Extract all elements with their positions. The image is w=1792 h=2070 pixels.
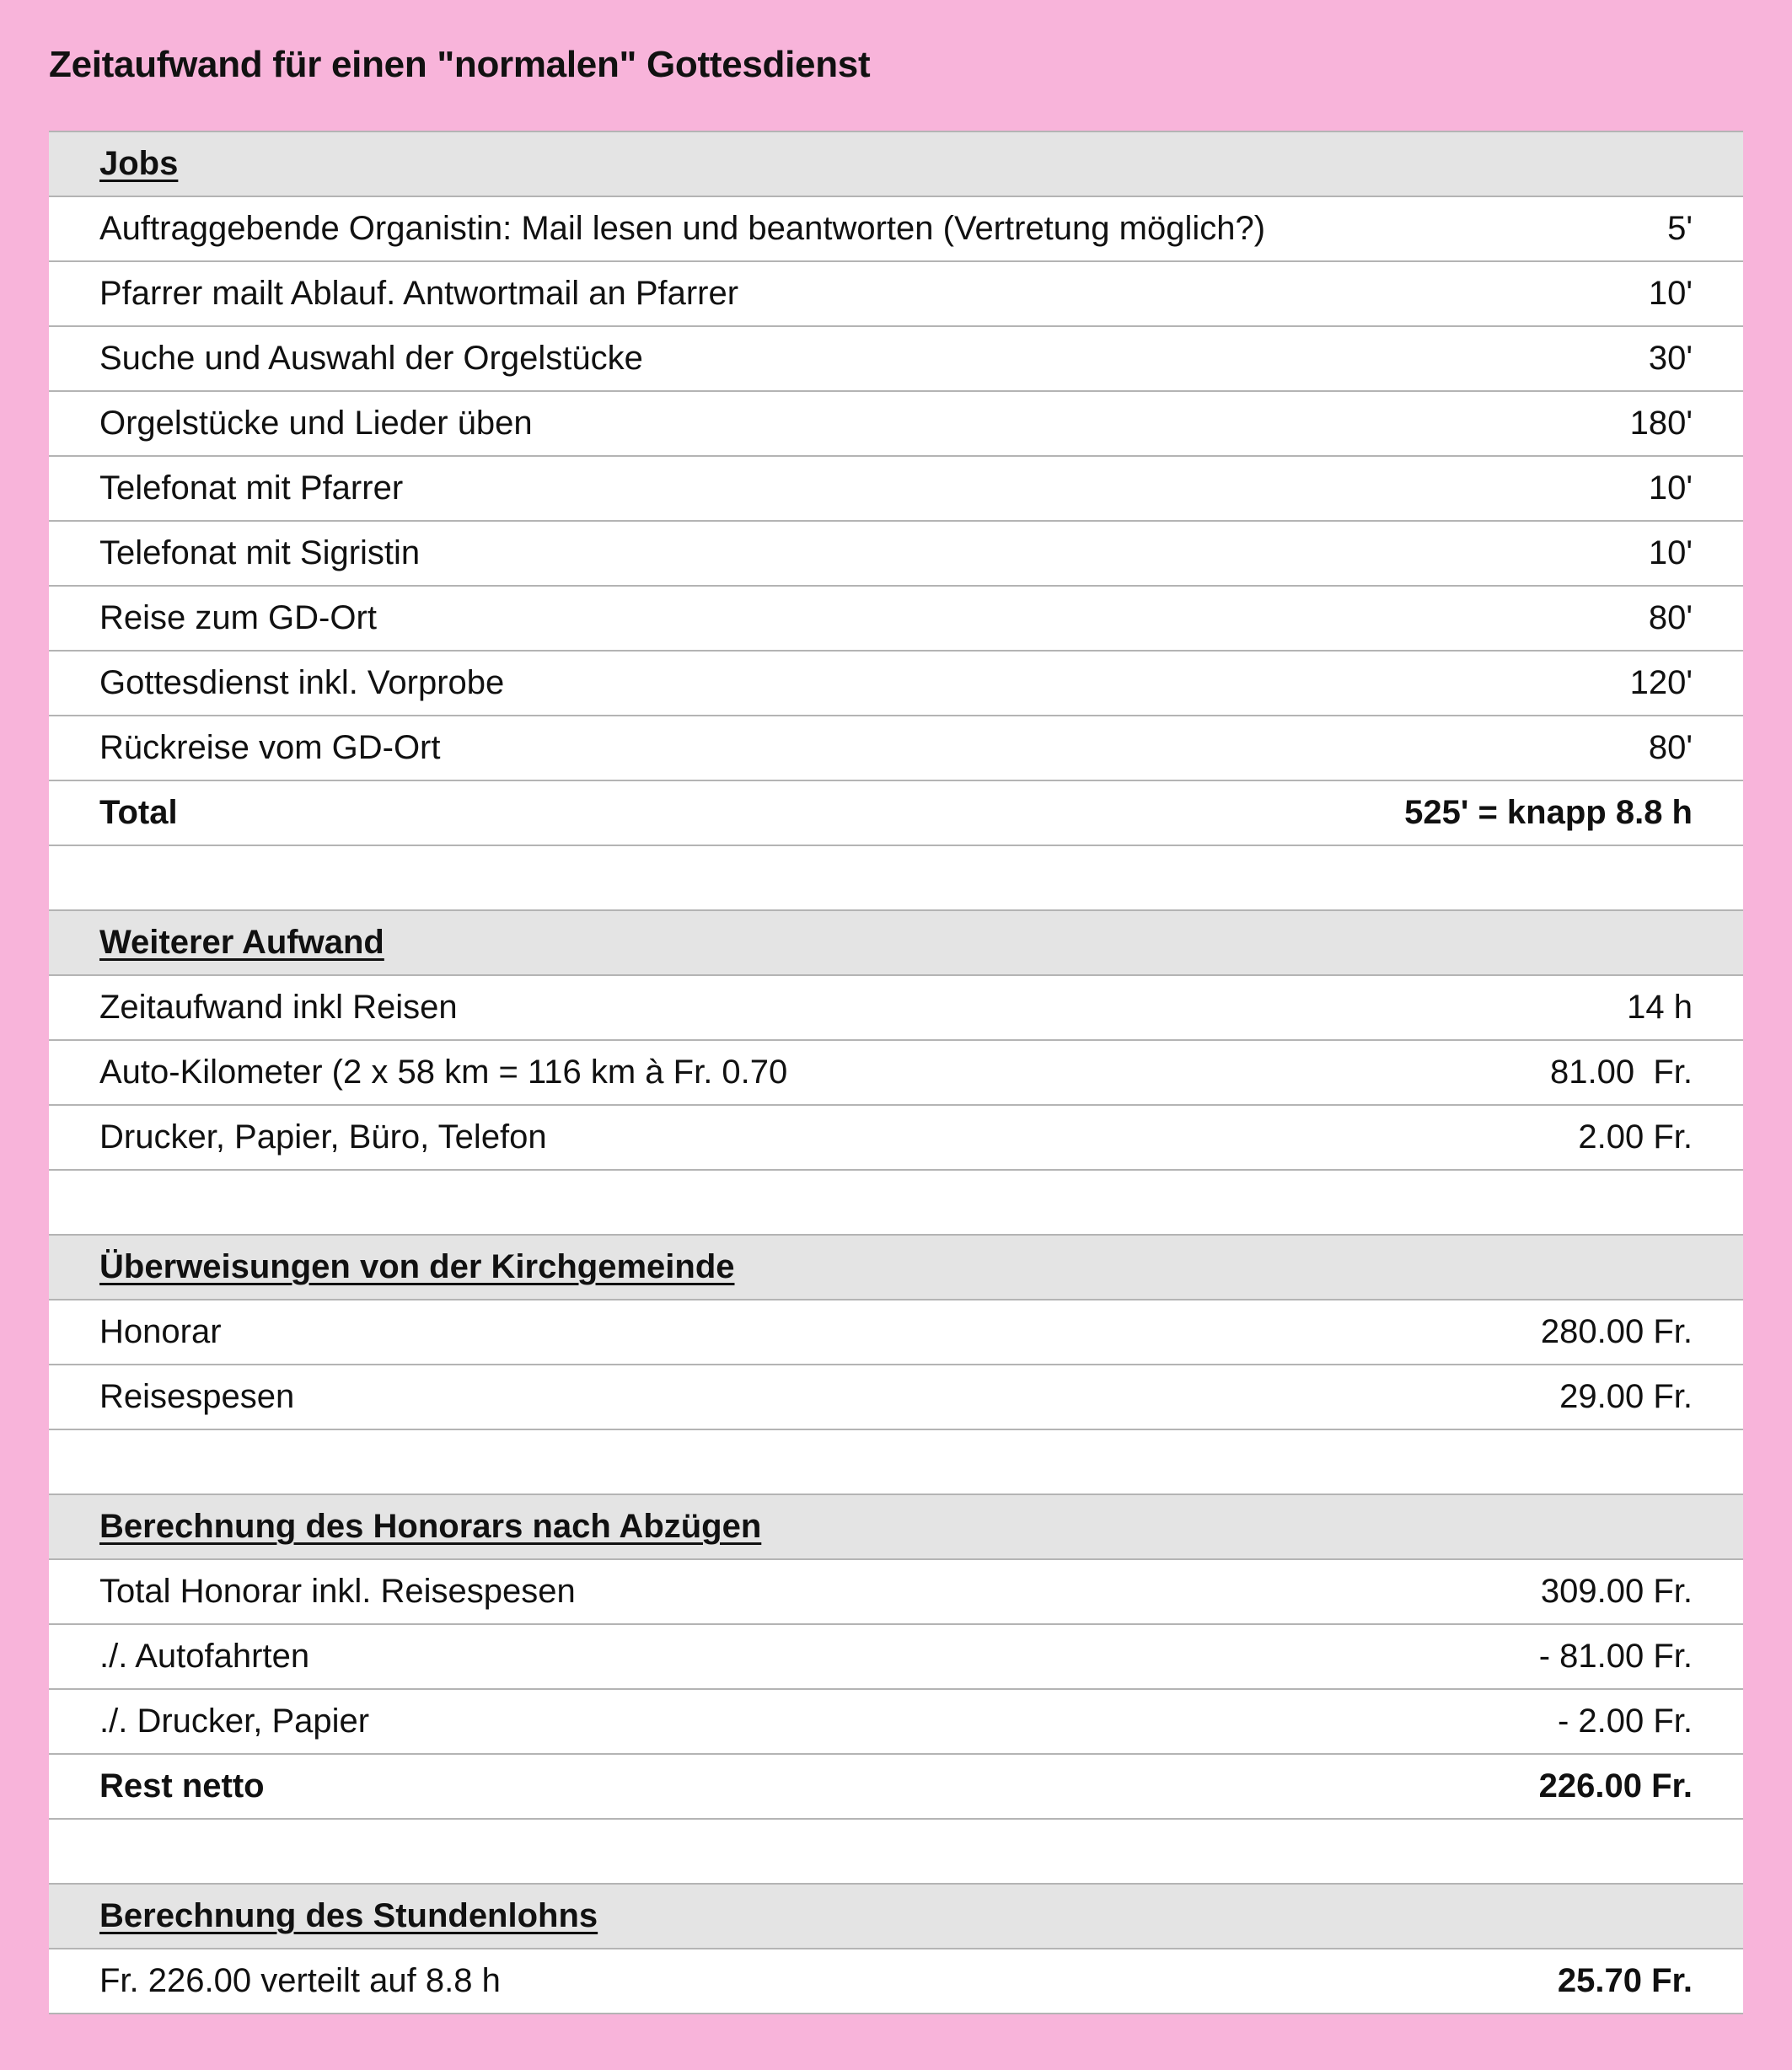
table-row [49,1365,1743,1430]
section-title: Berechnung des Honorars nach Abzügen [99,1508,762,1545]
cost-table [49,131,1743,2014]
total-label: Total [99,794,178,831]
table-row [49,1106,1743,1171]
row-label: Zeitaufwand inkl Reisen [99,989,458,1026]
table-row [49,1041,1743,1106]
section-title: Überweisungen von der Kirchgemeinde [99,1248,735,1285]
row-value: 2.00 Fr. [1578,1118,1693,1156]
row-value: 29.00 Fr. [1559,1378,1693,1415]
total-row-jobs [49,781,1743,846]
table-row [49,457,1743,522]
total-value: 226.00 Fr. [1538,1767,1693,1805]
row-value: 30' [1648,340,1693,377]
row-value: 14 h [1627,989,1693,1026]
total-label: Rest netto [99,1767,265,1805]
row-label: Honorar [99,1313,222,1350]
row-label: Suche und Auswahl der Orgelstücke [99,340,643,377]
row-label: Auto-Kilometer (2 x 58 km = 116 km à Fr. 0.70 [99,1054,788,1091]
spacer-row [49,1820,1743,1885]
table-row [49,327,1743,392]
section-header-berechnung-honorar [49,1495,1743,1560]
row-label: Total Honorar inkl. Reisespesen [99,1573,576,1610]
page-title: Zeitaufwand für einen "normalen" Gottesdienst [49,44,871,85]
row-label: Reisespesen [99,1378,295,1415]
total-value: 525' = knapp 8.8 h [1404,794,1693,831]
table-row [49,652,1743,716]
spacer-row [49,1430,1743,1495]
row-value: 10' [1648,469,1693,507]
row-value: 120' [1629,664,1693,701]
row-label: ./. Drucker, Papier [99,1703,370,1740]
table-row [49,976,1743,1041]
row-label: Telefonat mit Sigristin [99,534,421,571]
section-title: Weiterer Aufwand [99,924,384,961]
row-value: 80' [1648,599,1693,636]
table-row [49,716,1743,781]
section-title: Jobs [99,145,179,182]
table-row [49,587,1743,652]
table-row [49,392,1743,457]
row-label: Drucker, Papier, Büro, Telefon [99,1118,547,1156]
row-value: 180' [1629,405,1693,442]
table-row [49,1625,1743,1690]
row-label: Auftraggebende Organistin: Mail lesen und beantworten (Vertretung möglich?) [99,210,1266,247]
row-value: 10' [1648,534,1693,571]
table-row [49,1690,1743,1755]
table-row [49,197,1743,262]
section-header-jobs [49,132,1743,197]
row-label: Telefonat mit Pfarrer [99,469,404,507]
row-label: Gottesdienst inkl. Vorprobe [99,664,505,701]
row-value: 5' [1667,210,1693,247]
row-value: 80' [1648,729,1693,766]
row-value: 280.00 Fr. [1540,1313,1693,1350]
row-label: Rückreise vom GD-Ort [99,729,441,766]
row-label: Reise zum GD-Ort [99,599,377,636]
section-header-berechnung-stundenlohn [49,1885,1743,1949]
hourly-wage-value: 25.70 Fr. [1557,1962,1693,1999]
table-row [49,522,1743,587]
section-header-weiterer-aufwand [49,911,1743,976]
section-header-ueberweisungen [49,1236,1743,1300]
row-label: ./. Autofahrten [99,1638,310,1675]
table-row [49,1300,1743,1365]
spacer-row [49,846,1743,911]
row-label: Fr. 226.00 verteilt auf 8.8 h [99,1962,501,1999]
table-row [49,262,1743,327]
row-value: - 2.00 Fr. [1557,1703,1693,1740]
row-value: 10' [1648,275,1693,312]
table-row [49,1560,1743,1625]
row-value: - 81.00 Fr. [1538,1638,1693,1675]
row-label: Pfarrer mailt Ablauf. Antwortmail an Pfarrer [99,275,739,312]
section-title: Berechnung des Stundenlohns [99,1897,598,1934]
total-row-rest-netto [49,1755,1743,1820]
row-value: 309.00 Fr. [1540,1573,1693,1610]
table-row [49,1949,1743,2014]
row-label: Orgelstücke und Lieder üben [99,405,533,442]
row-value: 81.00 Fr. [1550,1054,1693,1091]
spacer-row [49,1171,1743,1236]
